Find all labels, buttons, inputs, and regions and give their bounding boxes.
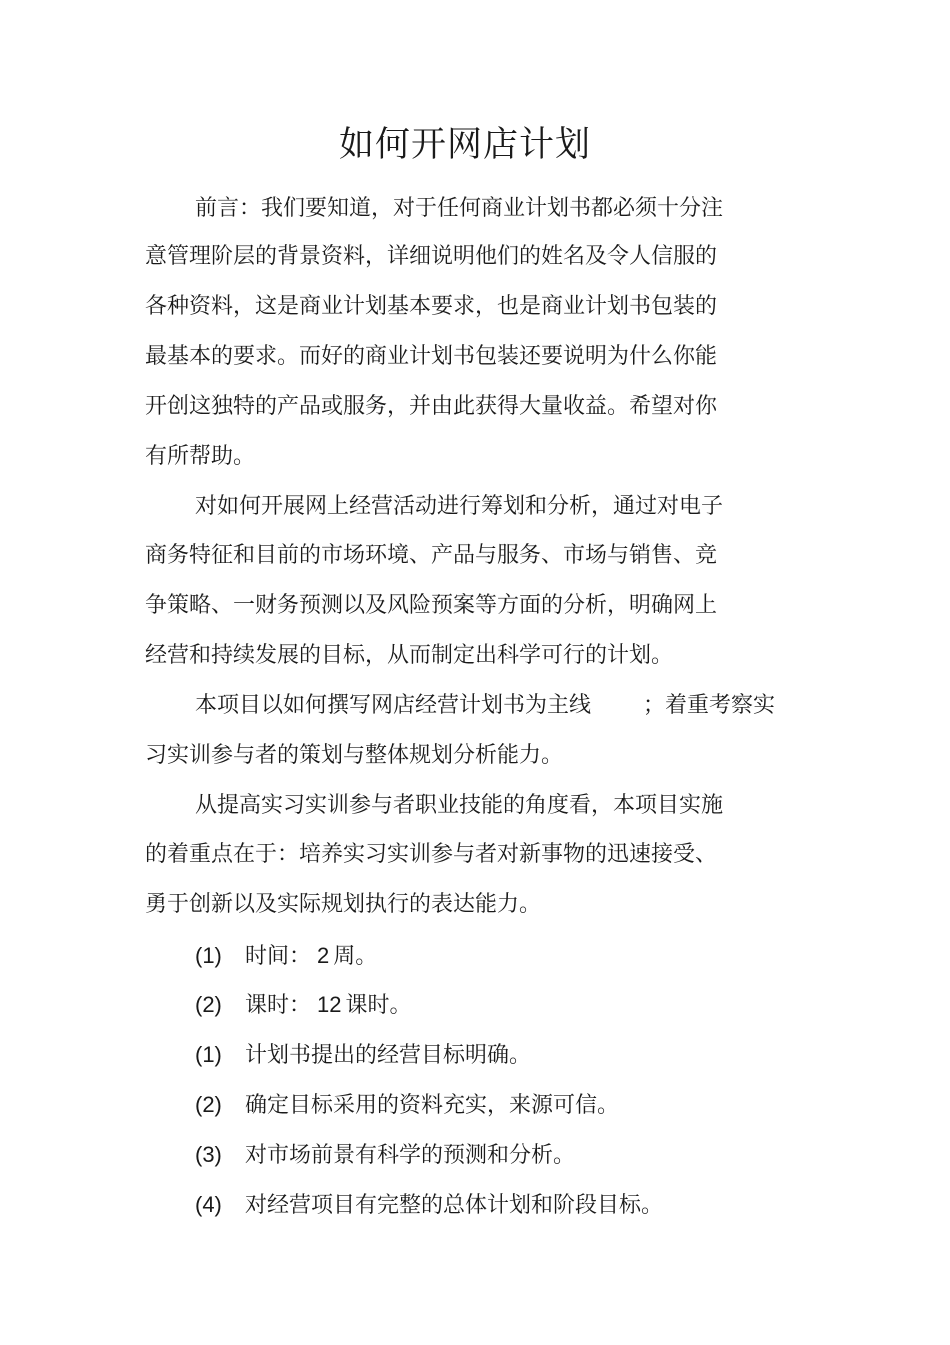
paragraph-4-line-3: 勇于创新以及实际规划执行的表达能力。	[145, 892, 542, 917]
requirement-item-2	[195, 1090, 619, 1121]
schedule-item-2-label: 课时：	[245, 993, 312, 1018]
requirement-item-3-text: 对市场前景有科学的预测和分析。	[245, 1143, 576, 1168]
requirement-item-1	[195, 1040, 531, 1071]
schedule-item-1-number: (1)	[195, 943, 222, 968]
paragraph-3-line-2: 习实训参与者的策划与整体规划分析能力。	[145, 743, 564, 768]
requirement-item-4-text: 对经营项目有完整的总体计划和阶段目标。	[245, 1193, 664, 1218]
paragraph-2-line-4: 经营和持续发展的目标，从而制定出科学可行的计划。	[145, 643, 674, 668]
schedule-item-2-number: (2)	[195, 992, 222, 1017]
requirement-item-2-number: (2)	[195, 1092, 222, 1117]
paragraph-1-line-6: 有所帮助。	[145, 444, 256, 469]
schedule-item-2	[195, 990, 412, 1021]
paragraph-2-line-2: 商务特征和目前的市场环境、产品与服务、市场与销售、竞	[145, 543, 718, 568]
paragraph-1-line-2: 意管理阶层的背景资料，详细说明他们的姓名及令人信服的	[145, 244, 718, 269]
paragraph-2-line-3: 争策略、一财务预测以及风险预案等方面的分析，明确网上	[145, 593, 718, 618]
paragraph-1-line-4: 最基本的要求。而好的商业计划书包装还要说明为什么你能	[145, 344, 718, 369]
document-title: 如何开网店计划	[338, 125, 591, 165]
requirement-item-3-number: (3)	[195, 1142, 222, 1167]
paragraph-3-line-1-part-2: ；着重考察实	[643, 693, 776, 718]
requirement-item-4	[195, 1190, 663, 1221]
paragraph-3-line-1-part-1: 本项目以如何撰写网店经营计划书为主线	[195, 693, 592, 718]
schedule-item-1-unit: 周。	[333, 944, 378, 969]
requirement-item-4-number: (4)	[195, 1192, 222, 1217]
schedule-item-2-value: 12	[317, 992, 342, 1017]
schedule-item-2-unit: 课时。	[345, 993, 412, 1018]
paragraph-4-line-2: 的着重点在于：培养实习实训参与者对新事物的迅速接受、	[145, 842, 718, 867]
requirement-item-1-text: 计划书提出的经营目标明确。	[245, 1043, 532, 1068]
requirement-item-1-number: (1)	[195, 1042, 222, 1067]
schedule-item-1	[195, 941, 377, 972]
schedule-item-1-value: 2	[317, 943, 330, 968]
paragraph-2-line-1: 对如何开展网上经营活动进行筹划和分析，通过对电子	[195, 494, 724, 519]
paragraph-1-line-3: 各种资料，这是商业计划基本要求，也是商业计划书包装的	[145, 294, 718, 319]
paragraph-1-line-5: 开创这独特的产品或服务，并由此获得大量收益。希望对你	[145, 394, 718, 419]
requirement-item-3	[195, 1140, 575, 1171]
paragraph-3-line-1	[195, 691, 775, 721]
schedule-item-1-label: 时间：	[245, 944, 312, 969]
requirement-item-2-text: 确定目标采用的资料充实，来源可信。	[245, 1093, 620, 1118]
paragraph-1-line-1: 前言：我们要知道，对于任何商业计划书都必须十分注	[195, 196, 724, 221]
paragraph-4-line-1: 从提高实习实训参与者职业技能的角度看，本项目实施	[195, 793, 724, 818]
